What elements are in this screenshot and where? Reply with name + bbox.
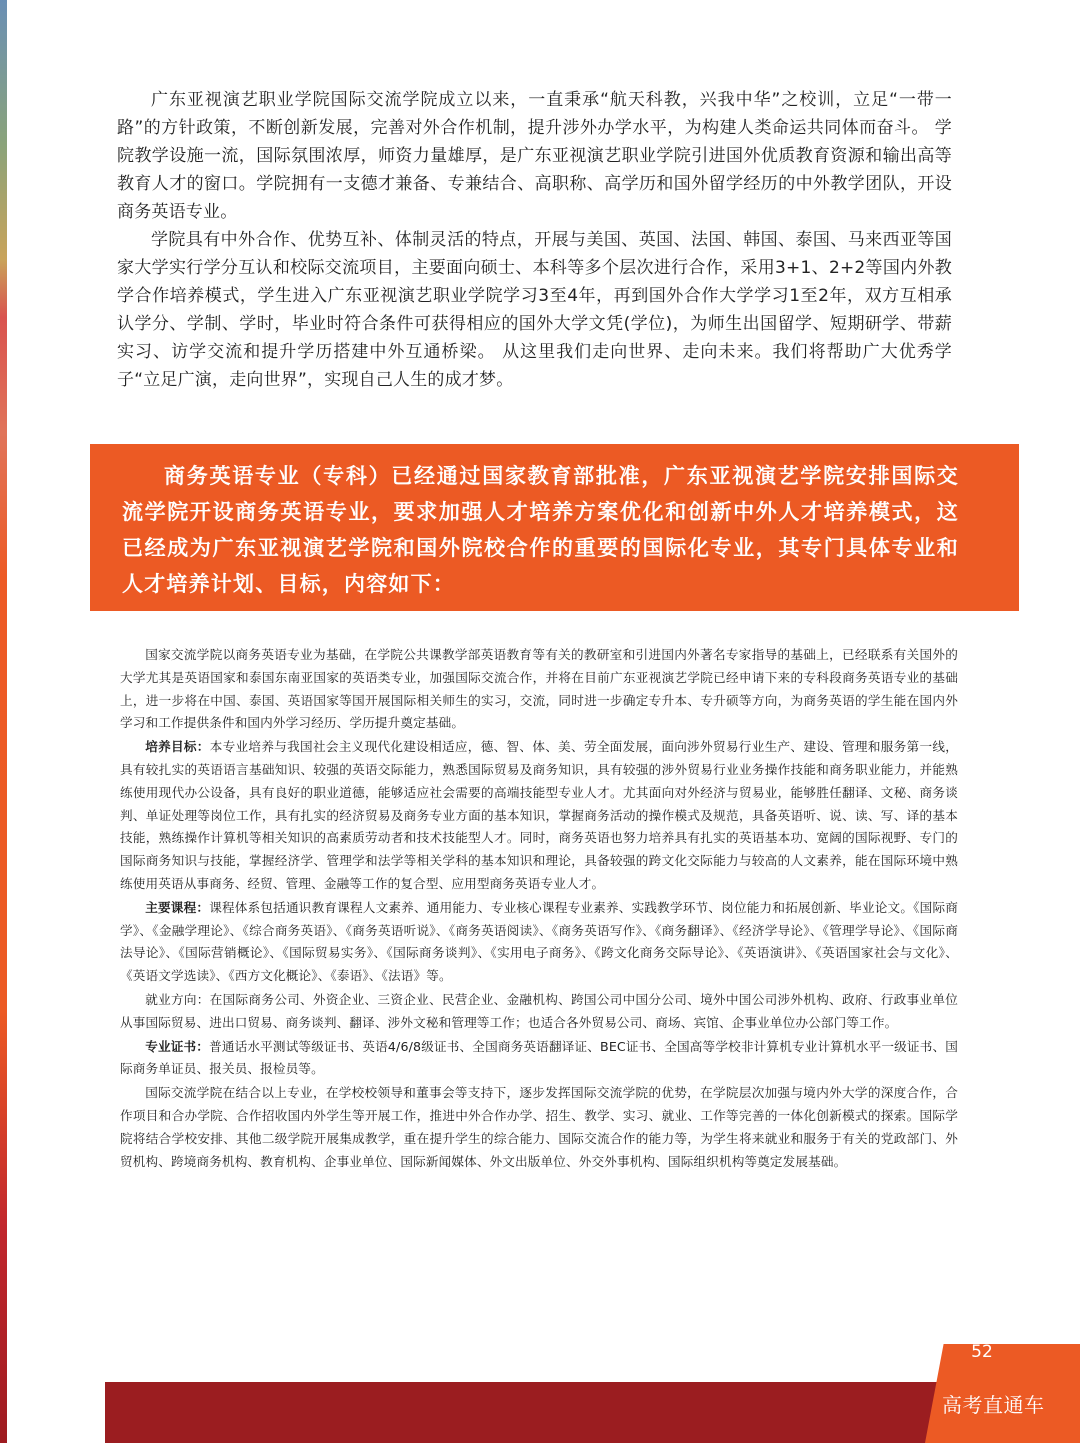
intro-section (117, 86, 952, 394)
certificates-label: 专业证书： (145, 1038, 210, 1054)
training-goal-paragraph (120, 736, 958, 896)
source-watermark: 高考直通车 (942, 1393, 1045, 1417)
page-number: 52 (971, 1342, 993, 1362)
main-courses-paragraph (120, 897, 958, 988)
banner-text: 商务英语专业（专科）已经通过国家教育部批准，广东亚视演艺学院安排国际交流学院开设商务英语专业，要求加强人才培养方案优化和创新中外人才培养模式，这已经成为广东亚视演艺学院和国外院校合作的重要的国际化专业，其专门具体专业和人才培养计划、目标，内容如下： (122, 464, 959, 596)
details-intro-paragraph: 国家交流学院以商务英语专业为基础，在学院公共课教学部英语教育等有关的教研室和引进国内外著名专家指导的基础上，已经联系有关国外的大学尤其是英语国家和泰国东南亚国家的英语类专业，加强国际交流合作，并将在目前广东亚视演艺学院已经申请下来的专科段商务英语专业的基础上，进一步将在中国、泰国、英语国家等国开展国际相关师生的实习，交流，同时进一步确定专升本、专升硕等方向，为商务英语的学生能在国内外学习和工作提供条件和国内外学习经历、学历提升奠定基础。 (120, 647, 958, 731)
highlight-banner (90, 444, 1019, 611)
main-courses-text: 课程体系包括通识教育课程人文素养、通用能力、专业核心课程专业素养、实践教学环节、岗位能力和拓展创新、毕业论文。《国际商学》、《金融学理论》、《综合商务英语》、《商务英语听说》、《商务英语阅读》、《商务英语写作》、《商务翻译》、《经济学导论》、《管理学导论》、《国际商法导论》、《国际营销概论》、《国际贸易实务》、《国际商务谈判》、《实用电子商务》、《跨文化商务交际导论》、《英语演讲》、《英语国家社会与文化》、《英语文学选读》、《西方文化概论》、《泰语》、《法语》等。 (120, 899, 958, 984)
certificates-paragraph (120, 1036, 958, 1082)
intro-paragraph-2: 学院具有中外合作、优势互补、体制灵活的特点，开展与美国、英国、法国、韩国、泰国、马来西亚等国家大学实行学分互认和校际交流项目，主要面向硕士、本科等多个层次进行合作，采用3+1、2+2等国内外教学合作培养模式，学生进入广东亚视演艺职业学院学习3至4年，再到国外合作大学学习1至2年，双方互相承认学分、学制、学时，毕业时符合条件可获得相应的国外大学文凭(学位)，为师生出国留学、短期研学、带薪实习、访学交流和提升学历搭建中外互通桥梁。 从这里我们走向世界、走向未来。我们将帮助广大优秀学子“立足广演，走向世界”，实现自己人生的成才梦。 (117, 230, 952, 390)
training-goal-text: 本专业培养与我国社会主义现代化建设相适应，德、智、体、美、劳全面发展，面向涉外贸易行业生产、建设、管理和服务第一线，具有较扎实的英语语言基础知识、较强的英语交际能力，熟悉国际贸易及商务知识，具有较强的涉外贸易行业业务操作技能和商务职业能力，并能熟练使用现代办公设备，具有良好的职业道德，能够适应社会需要的高端技能型专业人才。尤其面向对外经济与贸易业，能够胜任翻译、文秘、商务谈判、单证处理等岗位工作，具有扎实的经济贸易及商务专业方面的基本知识，掌握商务活动的操作模式及规范，具备英语听、说、读、写、译的基本技能，熟练操作计算机等相关知识的高素质劳动者和技术技能型人才。同时，商务英语也努力培养具有扎实的英语基本功、宽阔的国际视野、专门的国际商务知识与技能，掌握经济学、管理学和法学等相关学科的基本知识和理论，具备较强的跨文化交际能力与较高的人文素养，能在国际环境中熟练使用英语从事商务、经贸、管理、金融等工作的复合型、应用型商务英语专业人才。 (120, 739, 959, 891)
training-goal-label: 培养目标： (145, 739, 210, 755)
program-details-section (120, 644, 958, 1174)
intro-paragraph-1: 广东亚视演艺职业学院国际交流学院成立以来，一直秉承“航天科教，兴我中华”之校训，立足“一带一路”的方针政策，不断创新发展，完善对外合作机制，提升涉外办学水平，为构建人类命运共同体而奋斗。 学院教学设施一流，国际氛围浓厚，师资力量雄厚，是广东亚视演艺职业学院引进国外优质教育资源和输出高等教育人才的窗口。学院拥有一支德才兼备、专兼结合、高职称、高学历和国外留学经历的中外教学团队，开设商务英语专业。 (117, 90, 952, 222)
main-courses-label: 主要课程： (145, 899, 210, 915)
certificates-text: 普通话水平测试等级证书、英语4/6/8级证书、全国商务英语翻译证、BEC证书、全国高等学校非计算机专业计算机水平一级证书、国际商务单证员、报关员、报检员等。 (120, 1038, 959, 1077)
employment-paragraph: 就业方向：在国际商务公司、外资企业、三资企业、民营企业、金融机构、跨国公司中国分公司、境外中国公司涉外机构、政府、行政事业单位从事国际贸易、进出口贸易、商务谈判、翻译、涉外文秘和管理等工作；也适合各外贸易公司、商场、宾馆、企事业单位办公部门等工作。 (120, 991, 958, 1030)
decorative-side-strip (0, 0, 7, 1443)
closing-paragraph: 国际交流学院在结合以上专业，在学校校领导和董事会等支持下，逐步发挥国际交流学院的优势，在学院层次加强与境内外大学的深度合作，合作项目和合办学院、合作招收国内外学生等开展工作，推进中外合作办学、招生、教学、实习、就业、工作等完善的一体化创新模式的探索。国际学院将结合学校安排、其他二级学院开展集成教学，重在提升学生的综合能力、国际交流合作的能力等，为学生将来就业和服务于有关的党政部门、外贸机构、跨境商务机构、教育机构、企事业单位、国际新闻媒体、外文出版单位、外交外事机构、国际组织机构等奠定发展基础。 (120, 1085, 958, 1169)
